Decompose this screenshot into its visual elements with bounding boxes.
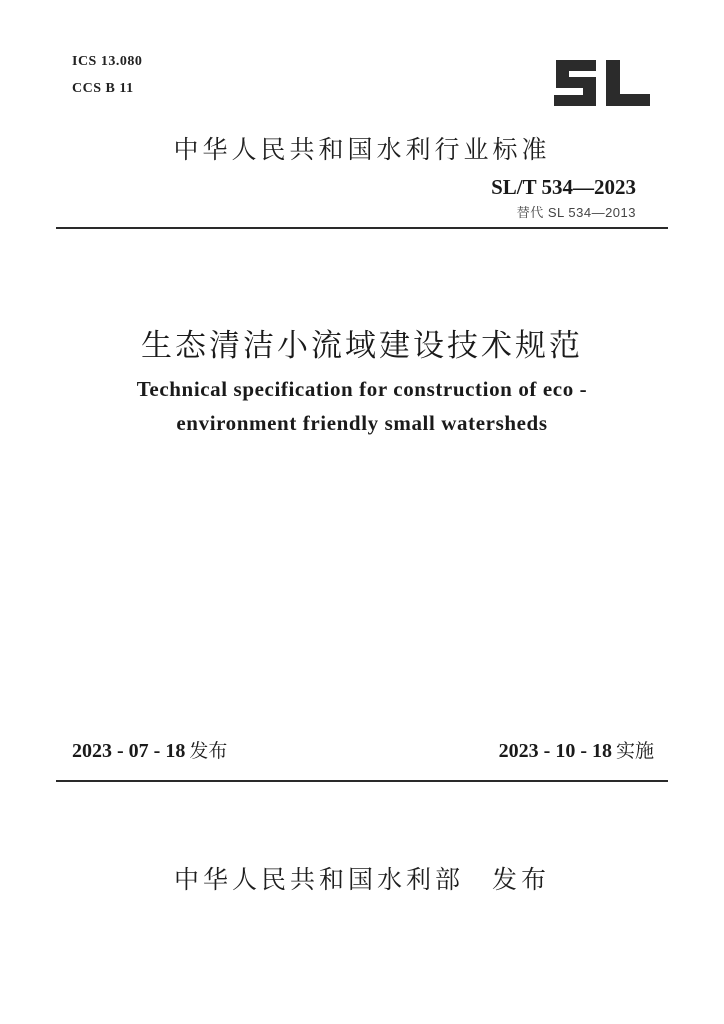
issue-date-value: 2023 - 07 - 18 [72,740,186,762]
issue-label: 发布 [189,740,228,762]
document-title-english-line2: environment friendly small watersheds [176,411,548,435]
document-title-english-line1: Technical specification for construction of eco - [136,377,588,401]
implementation-date-value: 2023 - 10 - 18 [498,740,612,762]
publisher-action: 发布 [492,865,551,894]
implementation-date [499,736,654,763]
implementation-label: 实施 [615,740,654,762]
sl-logo [550,56,654,110]
document-title-chinese: 生态清洁小流域建设技术规范 [141,328,583,364]
industry-standard-heading: 中华人民共和国水利行业标准 [173,135,551,164]
ics-code: ICS 13.080 [72,54,143,69]
top-divider [56,227,668,229]
ccs-code: CCS B 11 [72,81,134,96]
bottom-divider [56,780,668,782]
replaces-standard: 替代 SL 534—2013 [516,205,636,220]
standard-number: SL/T 534—2023 [491,175,636,199]
sl-logo-graphic [550,56,654,110]
publisher-name: 中华人民共和国水利部 [173,865,464,894]
publisher-line [0,860,724,896]
issue-date [72,736,227,763]
